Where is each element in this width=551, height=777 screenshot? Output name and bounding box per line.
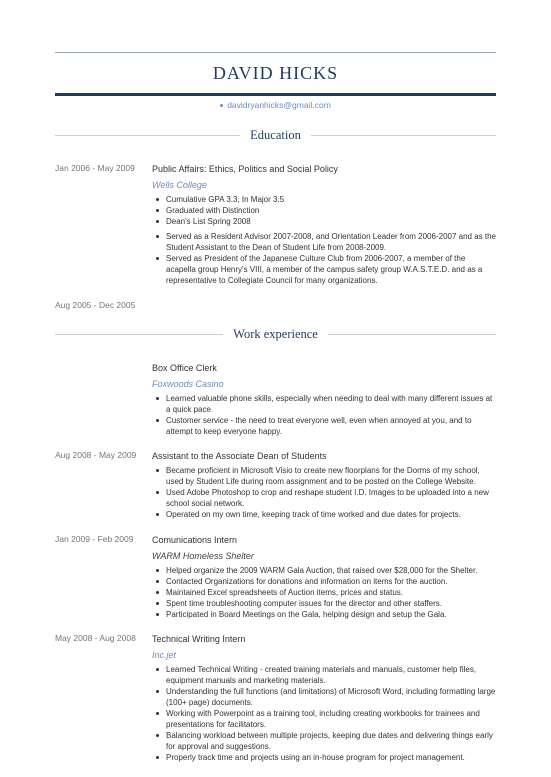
list-item: Maintained Excel spreadsheets of Auction items, prices and status. [152, 587, 496, 598]
entry-bullets [152, 231, 496, 286]
entry-bullets [152, 393, 496, 437]
entry-organization: Inc.jet [152, 650, 177, 660]
list-item: Helped organize the 2009 WARM Gala Auction, that raised over $28,000 for the Shelter. [152, 565, 496, 576]
bullet-icon [220, 104, 223, 107]
list-item: Spent time troubleshooting computer issues for the director and other staffers. [152, 598, 496, 609]
entry-title: Assistant to the Associate Dean of Students [152, 451, 327, 461]
list-item: Understanding the full functions (and limitations) of Microsoft Word, including formatting large (100+ page) documents. [152, 686, 496, 708]
entry-title: Public Affairs: Ethics, Politics and Social Policy [152, 164, 338, 174]
section-divider [328, 334, 496, 335]
email-link[interactable]: davidryanhicks@gmail.com [227, 100, 331, 110]
list-item: Learned valuable phone skills, especially when needing to deal with many different issues at a quick pace. [152, 393, 496, 415]
entry-date: May 2008 - Aug 2008 [55, 633, 136, 643]
entry-title: Comunications Intern [152, 535, 238, 545]
list-item: Learned Technical Writing - created training materials and manuals, customer help files, equipment manuals and marketing materials. [152, 664, 496, 686]
header-bottom-rule [55, 93, 496, 96]
list-item: Contacted Organizations for donations and information on items for the auction. [152, 576, 496, 587]
list-item: Dean's List Spring 2008 [152, 216, 496, 227]
education-section-header [55, 127, 496, 143]
list-item: Became proficient in Microsoft Visio to create new floorplans for the Dorms of my school, used by Student Life during room assignment and to be posted on the College Website. [152, 465, 496, 487]
entry-body [152, 450, 496, 520]
header-top-rule [55, 52, 496, 53]
list-item: Customer service - the need to treat everyone well, even when annoyed at you, and to attempt to keep everyone happy. [152, 415, 496, 437]
section-divider [55, 334, 223, 335]
section-title: Work experience [233, 326, 318, 341]
section-divider [311, 135, 496, 136]
entry-body [152, 534, 496, 620]
list-item: Operated on my own time, keeping track of time worked and due dates for projects. [152, 509, 496, 520]
entry-date: Jan 2009 - Feb 2009 [55, 534, 134, 544]
list-item: Graduated with Distinction [152, 205, 496, 216]
entry-organization: Foxwoods Casino [152, 379, 224, 389]
list-item: Served as a Resident Advisor 2007-2008, and Orientation Leader from 2006-2007 and as the Student Assistant to the Dean of Student Life from 2008-2009. [152, 231, 496, 253]
candidate-name: DAVID HICKS [212, 63, 339, 83]
list-item: Working with Powerpoint as a training tool, including creating workbooks for trainees and presentations for facilitators. [152, 708, 496, 730]
entry-title: Technical Writing Intern [152, 634, 246, 644]
entry-bullets [152, 194, 496, 227]
entry-body [152, 163, 496, 286]
entry-bullets [152, 565, 496, 620]
entry-organization: WARM Homeless Shelter [152, 551, 254, 561]
list-item: Properly track time and projects using an in-house program for project management. [152, 752, 496, 763]
entry-bullets [152, 664, 496, 763]
section-divider [55, 135, 240, 136]
entry-bullets [152, 465, 496, 520]
list-item: Served as President of the Japanese Culture Club from 2006-2007, a member of the acapella group Henry's VIII, a member of the campus safety group W.A.S.T.E.D. and as a representative to Collegiate Council for many organizations. [152, 253, 496, 286]
list-item: Cumulative GPA 3.3, In Major 3.5 [152, 194, 496, 205]
work-section-header [55, 326, 496, 342]
entry-date: Aug 2008 - May 2009 [55, 450, 137, 460]
entry-body [152, 362, 496, 437]
entry-date: Aug 2005 - Dec 2005 [55, 300, 136, 310]
entry-organization: Wells College [152, 180, 207, 190]
entry-date: Jan 2006 - May 2009 [55, 163, 135, 173]
entry-body [152, 633, 496, 763]
section-title: Education [250, 127, 301, 142]
entry-title: Box Office Clerk [152, 363, 217, 373]
list-item: Balancing workload between multiple projects, keeping due dates and delivering things early for approval and suggestions. [152, 730, 496, 752]
contact-row [0, 100, 551, 110]
list-item: Used Adobe Photoshop to crop and reshape student I.D. Images to be uploaded into a new school social network. [152, 487, 496, 509]
list-item: Participated in Board Meetings on the Gala, helping design and setup the Gala. [152, 609, 496, 620]
